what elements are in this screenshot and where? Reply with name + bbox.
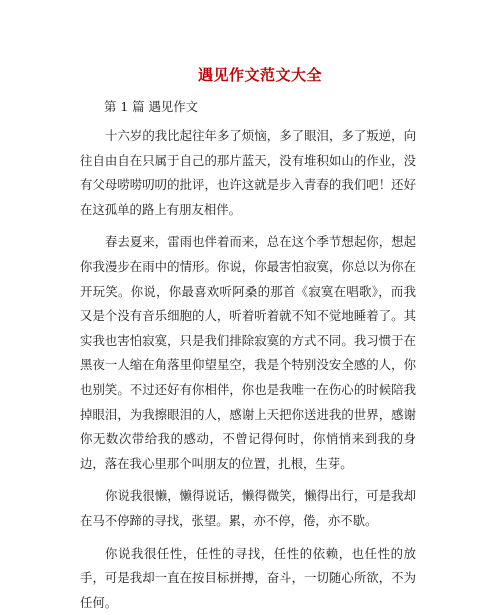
- section-heading: 第 1 篇 遇见作文: [104, 99, 416, 115]
- paragraph-3: 你说我很懒，懒得说话，懒得微笑，懒得出行，可是我却在马不停蹄的寻找，张望。累，亦不停，倦，亦不歇。: [80, 484, 416, 533]
- paragraph-2: 春去夏来，雷雨也伴着而来，总在这个季节想起你，想起你我漫步在雨中的情形。你说，你最害怕寂寞，你总以为你在开玩笑。你说，你最喜欢听阿桑的那首《寂寞在唱歌》，而我又是个没有音乐细胞的人，听着听着就不知不觉地睡着了。其实我也害怕寂寞，只是我们排除寂寞的方式不同。我习惯于在黑夜一人缩在角落里仰望星空，我是个特别没安全感的人，你也别笑。不过还好有你相伴，你也是我唯一在伤心的时候陪我掉眼泪，为我擦眼泪的人，感谢上天把你送进我的世界，感谢你无数次带给我的感动，不曾记得何时，你悄悄来到我的身边，落在我心里那个叫朋友的位置，扎根，生芽。: [80, 230, 416, 476]
- document-title: 遇见作文范文大全: [104, 66, 416, 84]
- paragraph-1: 十六岁的我比起往年多了烦恼，多了眼泪，多了叛逆，向往自由自在只属于自己的那片蓝天，没有堆积如山的作业，没有父母唠唠叨叨的批评，也许这就是步入青春的我们吧！还好在这孤单的路上有朋友相伴。: [80, 124, 416, 222]
- paragraph-4: 你说我很任性，任性的寻找，任性的依赖，也任性的放手，可是我却一直在按目标拼搏，奋斗，一切随心所欲，不为任何。: [80, 542, 416, 615]
